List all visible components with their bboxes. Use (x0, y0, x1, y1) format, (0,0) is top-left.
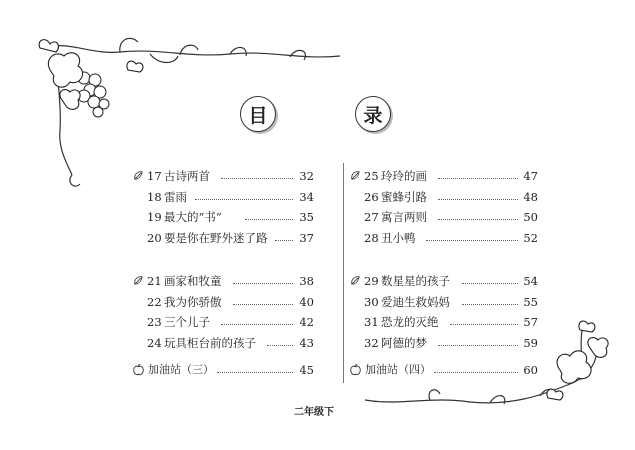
station-title: 加油站（四） (365, 363, 431, 376)
dot-leader (195, 199, 293, 200)
toc-entry[interactable] (133, 207, 314, 228)
lesson-title: 丑小鸭 (381, 230, 416, 245)
lesson-number: 22 (147, 294, 162, 309)
toc-entry[interactable] (350, 207, 538, 228)
lesson-number: 30 (364, 294, 379, 309)
dot-leader (438, 219, 518, 220)
page-number: 60 (523, 363, 538, 377)
lesson-title: 蜜蜂引路 (381, 189, 427, 204)
lesson-title: 三个儿子 (164, 315, 210, 329)
page-number: 52 (523, 230, 538, 245)
lesson-number: 28 (364, 230, 379, 245)
lesson-title: 恐龙的灭绝 (381, 315, 439, 329)
page-number: 54 (523, 274, 538, 288)
page-number: 45 (299, 363, 314, 377)
leaf-icon (39, 40, 143, 110)
lesson-group-4 (350, 271, 538, 353)
page-number: 57 (523, 315, 538, 329)
toc-right-column (350, 166, 538, 377)
lesson-group-1 (133, 166, 314, 248)
lesson-number: 18 (147, 189, 162, 204)
lesson-number: 26 (364, 189, 379, 204)
lesson-title: 最大的“书” (164, 210, 222, 224)
dot-leader (438, 178, 518, 179)
dot-leader (462, 304, 518, 305)
heading-char-mu (240, 96, 276, 132)
toc-entry[interactable] (350, 312, 538, 333)
dot-leader (221, 324, 293, 325)
page-number: 59 (523, 335, 538, 350)
page-number: 47 (523, 169, 538, 183)
lesson-number: 17 (147, 169, 162, 183)
toc-entry[interactable] (133, 271, 314, 292)
toc-entry[interactable] (133, 292, 314, 313)
lesson-title: 玩具柜台前的孩子 (164, 335, 256, 350)
toc-entry[interactable] (350, 166, 538, 187)
lesson-group-3 (350, 166, 538, 248)
heading-char-left: 目 (248, 104, 268, 127)
lesson-number: 23 (147, 315, 162, 329)
lesson-number: 21 (147, 274, 162, 288)
toc-entry[interactable] (133, 312, 314, 333)
lesson-number: 24 (147, 335, 162, 350)
dot-leader (462, 283, 518, 284)
lesson-number: 32 (364, 335, 379, 350)
lesson-number: 25 (364, 169, 379, 183)
dot-leader (233, 304, 293, 305)
page-number: 34 (299, 189, 314, 204)
grape-cluster-icon (78, 72, 109, 117)
lesson-title: 数星星的孩子 (381, 274, 450, 288)
dot-leader (438, 199, 518, 200)
lesson-number: 27 (364, 210, 379, 224)
dot-leader (450, 324, 518, 325)
lesson-title: 古诗两首 (164, 169, 210, 183)
lesson-title: 我为你骄傲 (164, 294, 222, 309)
toc-entry[interactable] (133, 333, 314, 354)
page-number: 37 (299, 230, 314, 245)
top-left-vine (40, 38, 340, 186)
toc-entry[interactable] (133, 166, 314, 187)
dot-leader (438, 345, 518, 346)
lesson-title: 寓言两则 (381, 210, 427, 224)
lesson-group-2 (133, 271, 314, 353)
page-number: 40 (299, 294, 314, 309)
heading-char-lu (355, 96, 391, 132)
dot-leader (434, 372, 518, 373)
toc-entry[interactable] (133, 228, 314, 249)
page-number: 38 (299, 274, 314, 288)
toc-left-column (133, 166, 314, 377)
toc-entry[interactable] (350, 333, 538, 354)
lesson-title: 玲玲的画 (381, 169, 427, 183)
dot-leader (221, 178, 293, 179)
dot-leader (217, 372, 293, 373)
dot-leader (233, 283, 293, 284)
page-number: 50 (523, 210, 538, 224)
toc-entry[interactable] (350, 187, 538, 208)
lesson-number: 19 (147, 210, 162, 224)
page-number: 48 (523, 189, 538, 204)
lesson-title: 雷雨 (164, 189, 187, 204)
lesson-number: 31 (364, 315, 379, 329)
page-number: 32 (299, 169, 314, 183)
toc-entry[interactable] (350, 271, 538, 292)
apple-icon (133, 364, 144, 376)
lesson-number: 29 (364, 274, 379, 288)
lesson-title: 阿德的梦 (381, 335, 427, 350)
lesson-title: 爱迪生救妈妈 (381, 294, 450, 309)
lesson-title: 画家和牧童 (164, 274, 222, 288)
lesson-number: 20 (147, 230, 162, 245)
page-number: 42 (299, 315, 314, 329)
page-number: 55 (523, 294, 538, 309)
dot-leader (275, 240, 293, 241)
toc-entry[interactable] (133, 187, 314, 208)
dot-leader (245, 219, 293, 220)
dot-leader (267, 345, 293, 346)
toc-entry[interactable] (350, 292, 538, 313)
station-title: 加油站（三） (148, 363, 214, 376)
lesson-title: 要是你在野外迷了路 (164, 230, 268, 245)
dot-leader (426, 240, 518, 241)
toc-station-entry[interactable] (133, 360, 314, 381)
toc-station-entry[interactable] (350, 360, 538, 381)
page-number: 43 (299, 335, 314, 350)
column-divider (343, 163, 344, 383)
grade-footer: 二年级下 (294, 407, 334, 418)
apple-icon (350, 364, 361, 376)
heading-char-right: 录 (363, 104, 383, 127)
page-number: 35 (299, 210, 314, 224)
leaf-icon (547, 321, 608, 400)
toc-entry[interactable] (350, 228, 538, 249)
